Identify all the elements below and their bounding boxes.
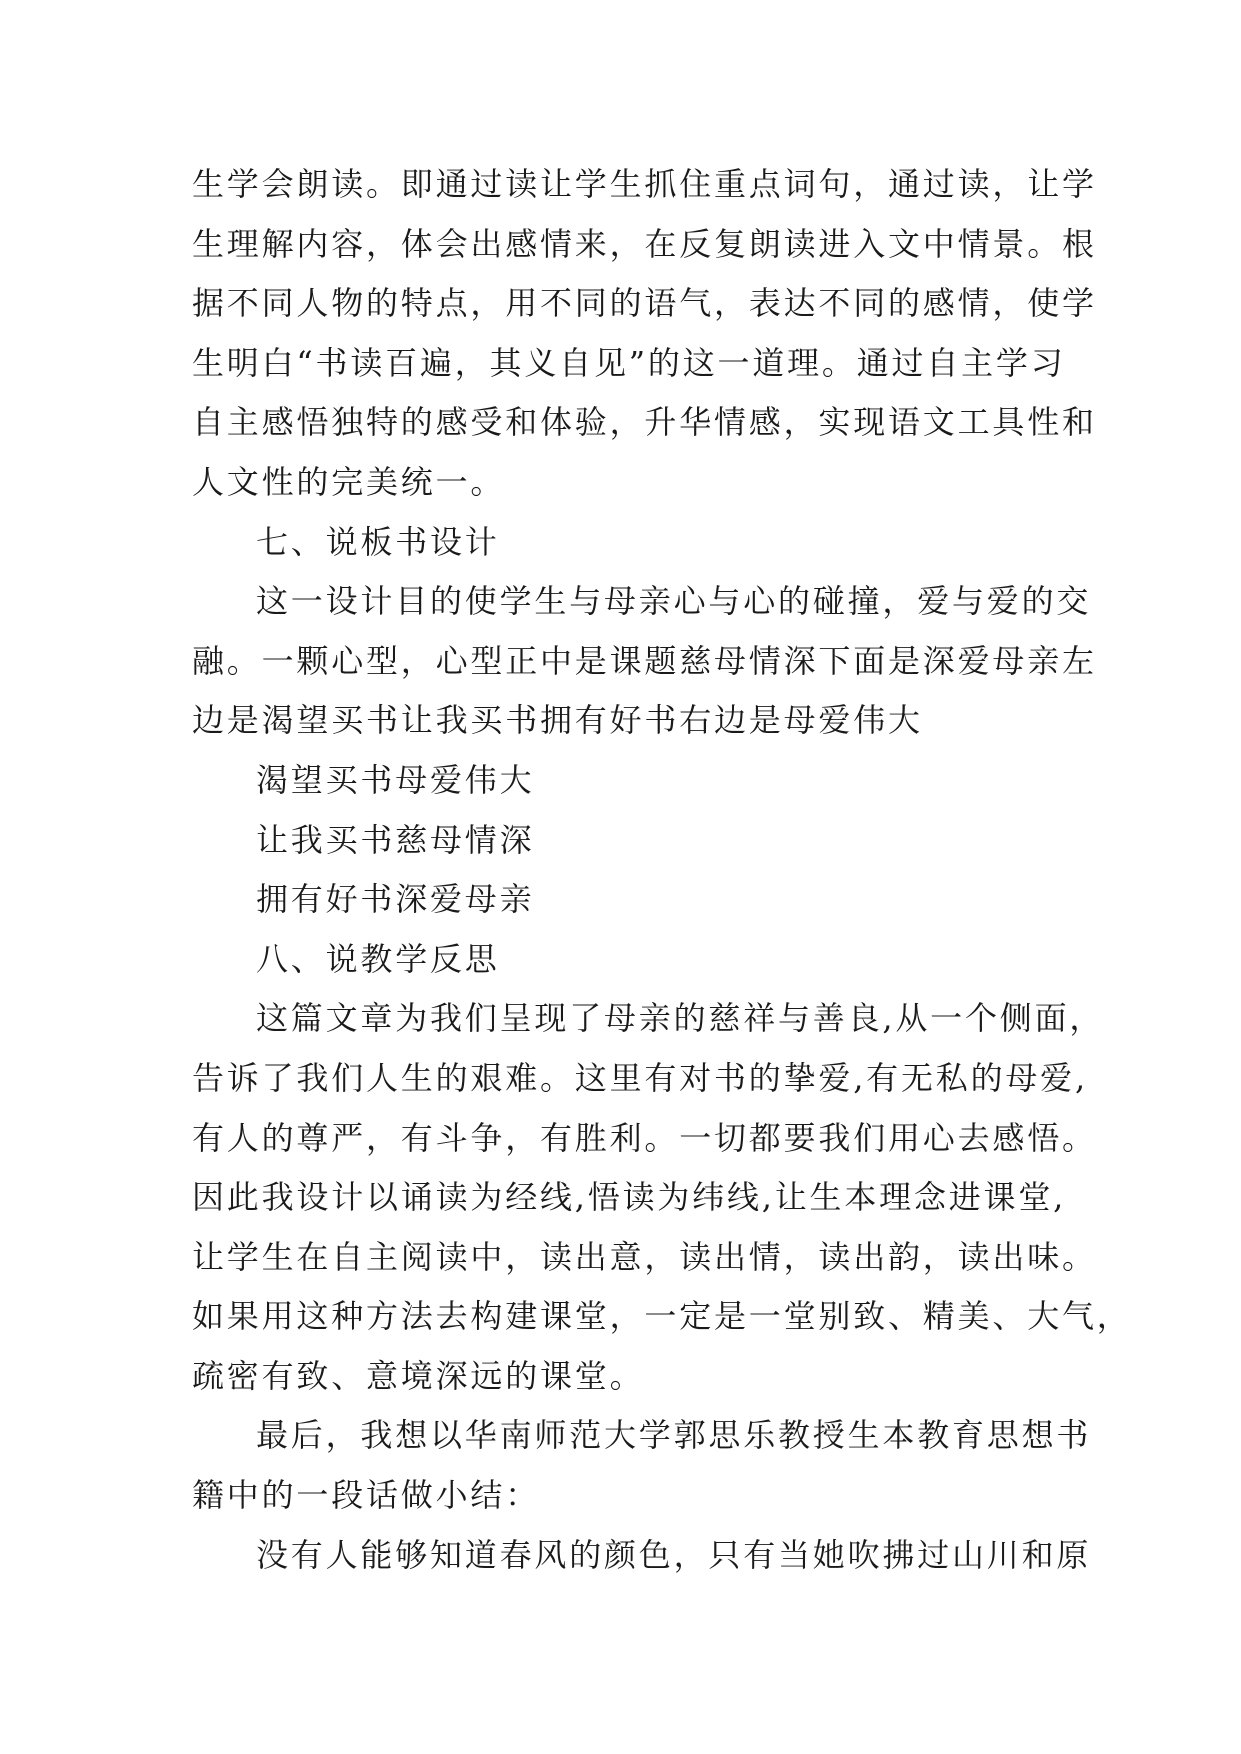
text-line: 自主感悟独特的感受和体验，升华情感，实现语文工具性和 (192, 403, 1097, 442)
text-line: 让学生在自主阅读中，读出意，读出情，读出韵，读出味。 (192, 1237, 1097, 1276)
text-line: 告诉了我们人生的艰难。这里有对书的挚爱,有无私的母爱, (192, 1058, 1088, 1097)
text-line: 最后，我想以华南师范大学郭思乐教授生本教育思想书 (256, 1416, 1092, 1455)
text-line: 拥有好书深爱母亲 (256, 880, 535, 919)
text-line: 因此我设计以诵读为经线,悟读为纬线,让生本理念进课堂, (192, 1178, 1067, 1217)
text-line: 有人的尊严，有斗争，有胜利。一切都要我们用心去感悟。 (192, 1118, 1097, 1157)
text-line: 生明白“书读百遍，其义自见”的这一道理。通过自主学习 (192, 343, 1066, 382)
document-body (192, 155, 1132, 1585)
text-line: 这一设计目的使学生与母亲心与心的碰撞，爱与爱的交 (256, 582, 1092, 621)
text-line: 据不同人物的特点，用不同的语气，表达不同的感情，使学 (192, 284, 1097, 323)
text-line: 疏密有致、意境深远的课堂。 (192, 1356, 645, 1395)
text-line: 人文性的完美统一。 (192, 462, 506, 501)
text-line: 这篇文章为我们呈现了母亲的慈祥与善良,从一个侧面， (256, 999, 1105, 1038)
text-line: 七、说板书设计 (256, 522, 500, 561)
text-line: 生学会朗读。即通过读让学生抓住重点词句，通过读，让学 (192, 165, 1097, 203)
text-line: 八、说教学反思 (256, 939, 500, 978)
text-line: 边是渴望买书让我买书拥有好书右边是母爱伟大 (192, 701, 923, 740)
text-line: 籍中的一段话做小结： (192, 1476, 541, 1515)
text-line: 让我买书慈母情深 (256, 820, 535, 859)
text-line: 如果用这种方法去构建课堂，一定是一堂别致、精美、大气， (192, 1297, 1132, 1336)
text-line: 生理解内容，体会出感情来，在反复朗读进入文中情景。根 (192, 224, 1097, 263)
text-line: 融。一颗心型，心型正中是课题慈母情深下面是深爱母亲左 (192, 641, 1097, 680)
text-line: 没有人能够知道春风的颜色，只有当她吹拂过山川和原 (256, 1535, 1092, 1574)
text-line: 渴望买书母爱伟大 (256, 760, 535, 799)
